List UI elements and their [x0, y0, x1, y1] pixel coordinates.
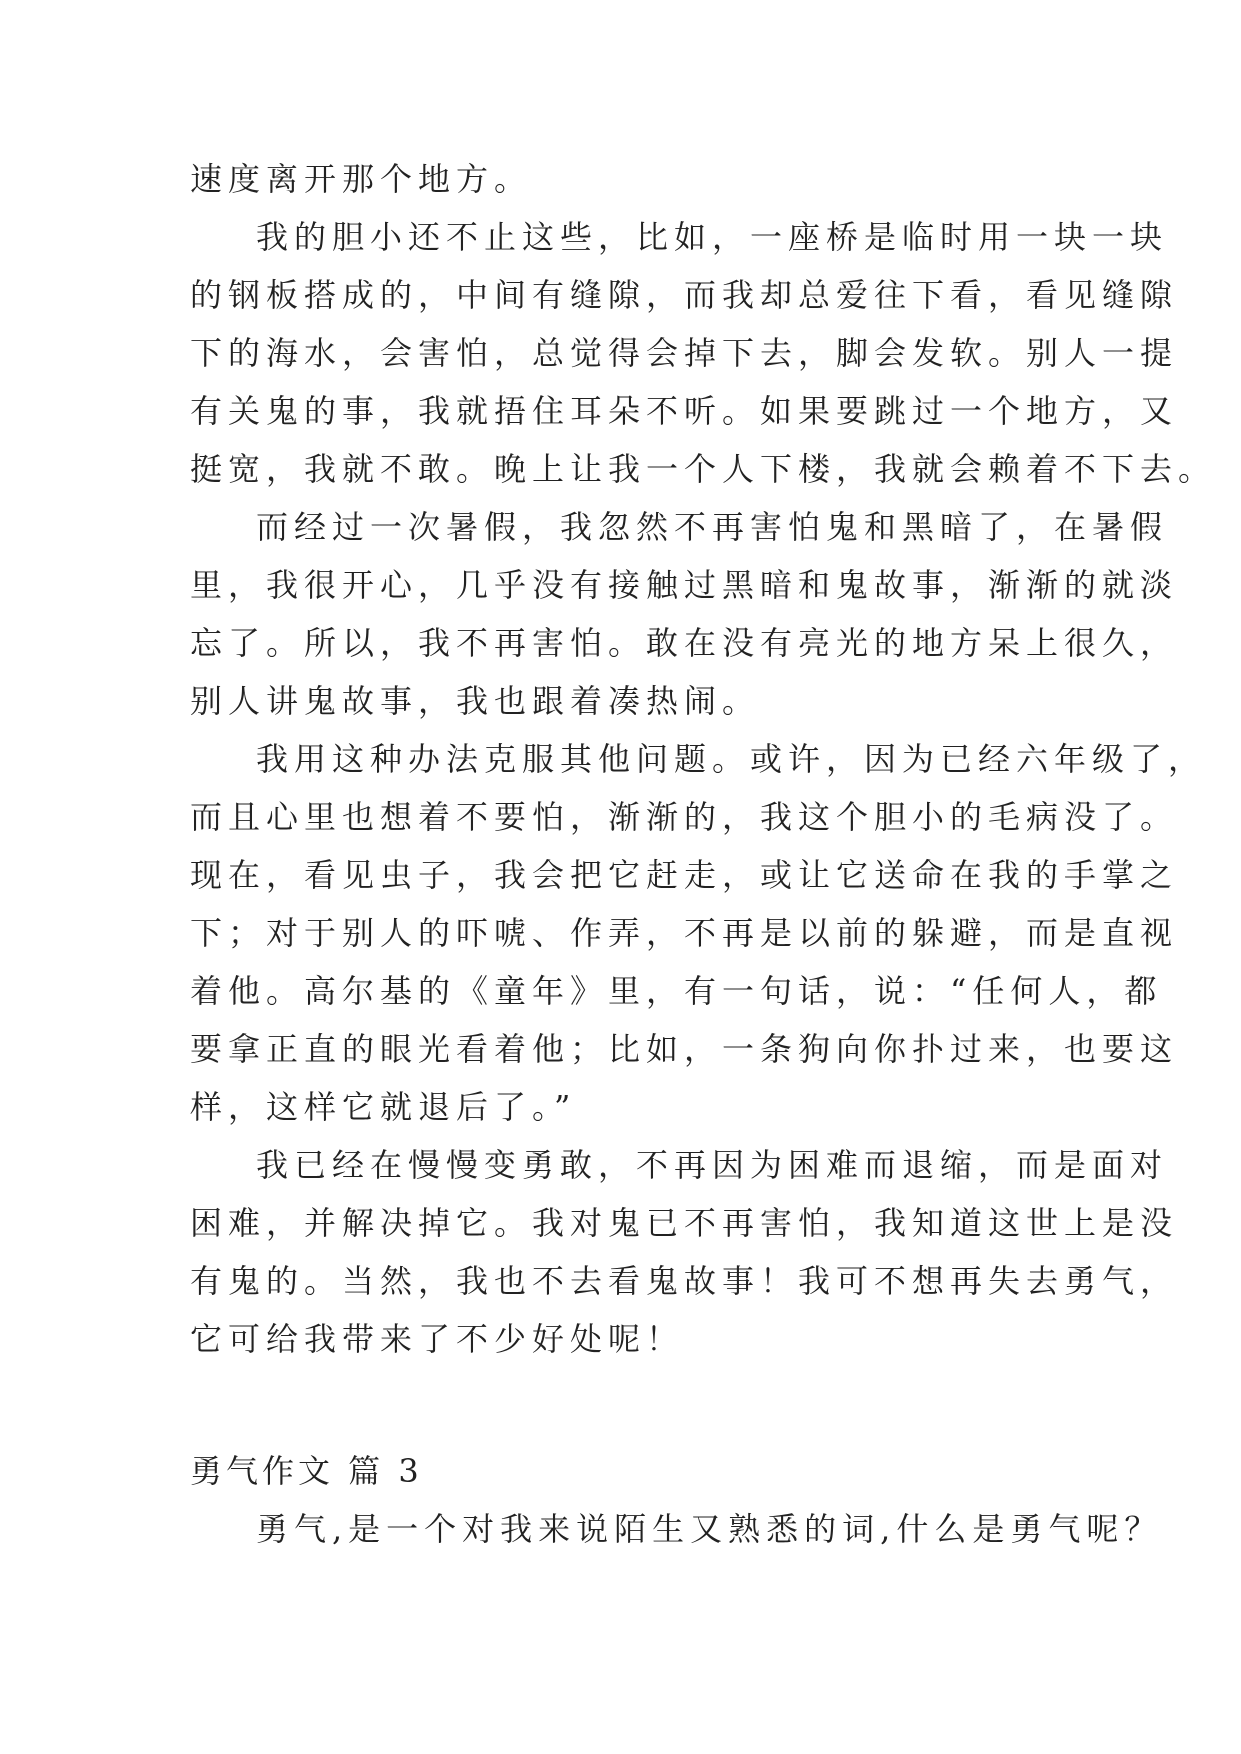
text-line: 样，这样它就退后了。” [190, 1088, 577, 1126]
text-line: 忘了。所以，我不再害怕。敢在没有亮光的地方呆上很久， [190, 624, 1179, 662]
text-line: 有鬼的。当然，我也不去看鬼故事！我可不想再失去勇气， [190, 1262, 1179, 1300]
text-line: 有关鬼的事，我就捂住耳朵不听。如果要跳过一个地方，又 [190, 392, 1179, 430]
section-gap [190, 1368, 1070, 1442]
paragraph-start-line: 我已经在慢慢变勇敢，不再因为困难而退缩，而是面对 [256, 1146, 1169, 1184]
text-line: 别人讲鬼故事，我也跟着凑热闹。 [190, 682, 761, 720]
text-line: 着他。高尔基的《童年》里，有一句话，说：“任何人，都 [190, 972, 1163, 1010]
document-body [190, 150, 1217, 1558]
paragraph-start-line: 勇气,是一个对我来说陌生又熟悉的词,什么是勇气呢？ [256, 1510, 1163, 1548]
text-line: 下的海水，会害怕，总觉得会掉下去，脚会发软。别人一提 [190, 334, 1179, 372]
text-line: 挺宽，我就不敢。晚上让我一个人下楼，我就会赖着不下去。 [190, 450, 1217, 488]
text-line: 的钢板搭成的，中间有缝隙，而我却总爱往下看，看见缝隙 [190, 276, 1179, 314]
section-heading: 勇气作文 篇 3 [190, 1452, 423, 1490]
paragraph-start-line: 我用这种办法克服其他问题。或许，因为已经六年级了， [256, 740, 1207, 778]
text-line: 它可给我带来了不少好处呢！ [190, 1320, 685, 1358]
paragraph-start-line: 我的胆小还不止这些，比如，一座桥是临时用一块一块 [256, 218, 1169, 256]
text-line: 而且心里也想着不要怕，渐渐的，我这个胆小的毛病没了。 [190, 798, 1179, 836]
text-line: 里，我很开心，几乎没有接触过黑暗和鬼故事，渐渐的就淡 [190, 566, 1179, 604]
text-line: 要拿正直的眼光看着他；比如，一条狗向你扑过来，也要这 [190, 1030, 1179, 1068]
text-line: 困难，并解决掉它。我对鬼已不再害怕，我知道这世上是没 [190, 1204, 1179, 1242]
paragraph-start-line: 而经过一次暑假，我忽然不再害怕鬼和黑暗了，在暑假 [256, 508, 1169, 546]
text-line: 下；对于别人的吓唬、作弄，不再是以前的躲避，而是直视 [190, 914, 1179, 952]
text-line: 现在，看见虫子，我会把它赶走，或让它送命在我的手掌之 [190, 856, 1179, 894]
text-line: 速度离开那个地方。 [190, 160, 533, 198]
